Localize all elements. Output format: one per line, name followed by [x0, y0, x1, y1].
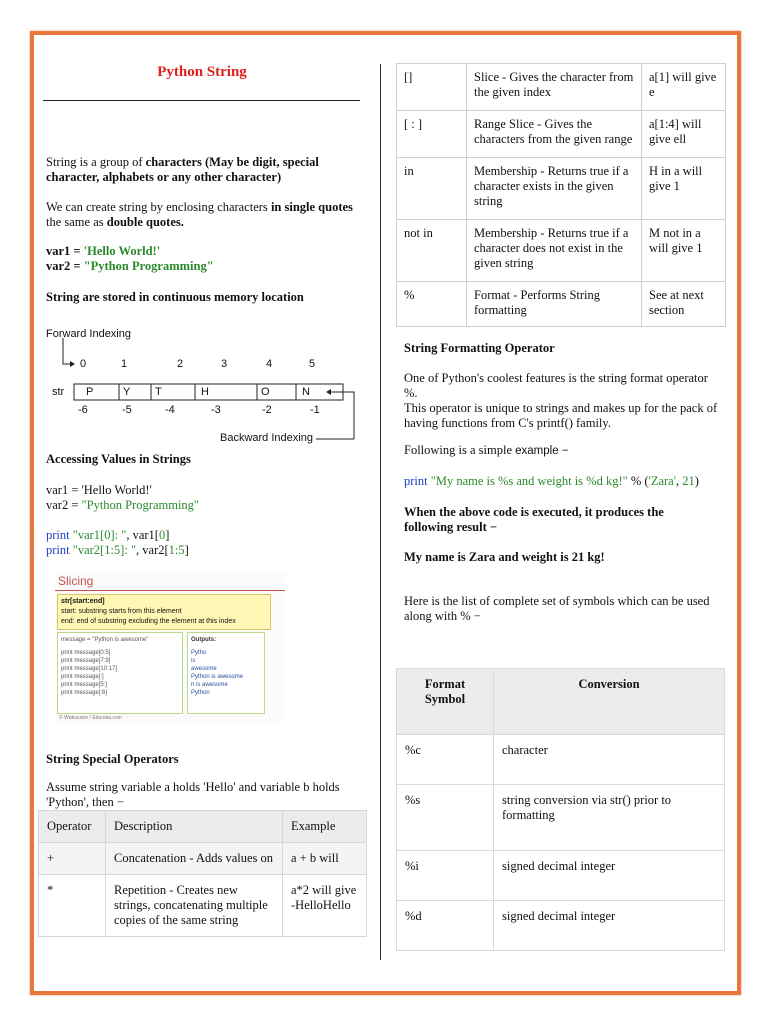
char-cell: T: [155, 386, 162, 398]
table-cell: %c: [397, 735, 494, 785]
table-header-cell: Format Symbol: [397, 669, 494, 735]
slicing-code-box: message = "Python is awesome" print message[0:5] print message[7:9] print message[10:17] print message[:] print message[5:] print message[:6]: [57, 632, 183, 714]
table-cell: signed decimal integer: [494, 851, 725, 901]
table-cell: Membership - Returns true if a character does not exist in the given string: [467, 220, 642, 282]
format-code-line: print "My name is %s and weight is %d kg!" % ('Zara', 21): [404, 474, 699, 488]
fwd-idx: 3: [221, 358, 228, 370]
table-row: [397, 158, 726, 220]
table-row: [39, 875, 367, 937]
bwd-idx: -1: [310, 404, 320, 416]
operators-table-continued: [396, 63, 726, 327]
table-cell: []: [397, 64, 467, 111]
table-header-cell: Example: [283, 811, 367, 843]
title-rule: [43, 100, 360, 101]
bwd-idx: -5: [122, 404, 132, 416]
table-cell: a + b will: [283, 843, 367, 875]
code-block-1: var1 = 'Hello World!' var2 = "Python Programming": [46, 483, 200, 512]
fwd-idx: 4: [266, 358, 273, 370]
table-cell: %i: [397, 851, 494, 901]
page-title: Python String: [157, 64, 247, 80]
operators-table: [38, 810, 367, 937]
fwd-idx: 2: [177, 358, 184, 370]
table-cell: signed decimal integer: [494, 901, 725, 951]
table-header-cell: Conversion: [494, 669, 725, 735]
intro-paragraph: String is a group of characters (May be digit, special character, alphabets or any other character): [46, 155, 319, 184]
char-cell: H: [201, 386, 209, 398]
code-block-2: print "var1[0]: ", var1[0] print "var2[1:5]: ", var2[1:5]: [46, 528, 189, 557]
str-label: str: [52, 386, 65, 398]
table-cell: Membership - Returns true if a character exists in the given string: [467, 158, 642, 220]
table-cell: Range Slice - Gives the characters from the given range: [467, 111, 642, 158]
backward-label: Backward Indexing: [220, 432, 313, 444]
var-examples: var1 = 'Hello World!' var2 = "Python Programming": [46, 244, 214, 273]
executed-text: When the above code is executed, it produces the following result −: [404, 505, 664, 534]
table-cell: in: [397, 158, 467, 220]
fwd-idx: 5: [309, 358, 316, 370]
table-row: [397, 282, 726, 327]
bwd-idx: -6: [78, 404, 88, 416]
slicing-credit: © Webucator / Edureka.com: [59, 715, 122, 721]
table-row: [397, 64, 726, 111]
slicing-image: [55, 572, 285, 722]
formatting-heading: String Formatting Operator: [404, 341, 555, 355]
bwd-idx: -3: [211, 404, 221, 416]
memory-note: String are stored in continuous memory location: [46, 290, 304, 304]
fwd-idx: 1: [121, 358, 128, 370]
column-divider: [380, 64, 381, 960]
slicing-syntax-box: str[start:end] start: substring starts from this element end: end of substring excluding the element at this index: [57, 594, 271, 630]
bwd-idx: -2: [262, 404, 272, 416]
table-row: [397, 851, 725, 901]
example-intro: Following is a simple example −: [404, 443, 569, 457]
table-header-row: [397, 669, 725, 735]
formatting-paragraph: One of Python's coolest features is the string format operator %. This operator is unique to strings and makes up for the pack of having functions from C's printf() family.: [404, 371, 718, 430]
bwd-idx: -4: [165, 404, 175, 416]
char-cell: O: [261, 386, 270, 398]
table-row: [397, 785, 725, 851]
char-cell: Y: [123, 386, 131, 398]
table-cell: %: [397, 282, 467, 327]
forward-label: Forward Indexing: [46, 328, 131, 340]
char-cell: N: [302, 386, 310, 398]
list-intro: Here is the list of complete set of symbols which can be used along with % −: [404, 594, 710, 623]
table-cell: *: [39, 875, 106, 937]
table-row: [397, 735, 725, 785]
special-operators-heading: String Special Operators: [46, 752, 179, 766]
table-cell: a[1:4] will give ell: [642, 111, 726, 158]
table-cell: a*2 will give -HelloHello: [283, 875, 367, 937]
quotes-paragraph: We can create string by enclosing characters in single quotes the same as double quotes.: [46, 200, 353, 229]
table-row: [397, 111, 726, 158]
table-cell: a[1] will give e: [642, 64, 726, 111]
table-row: [397, 220, 726, 282]
table-header-cell: Operator: [39, 811, 106, 843]
table-cell: Repetition - Creates new strings, concatenating multiple copies of the same string: [106, 875, 283, 937]
table-cell: Slice - Gives the character from the given index: [467, 64, 642, 111]
format-symbols-table: [396, 668, 725, 951]
table-cell: %s: [397, 785, 494, 851]
slicing-title: Slicing: [58, 574, 94, 588]
table-header-row: [39, 811, 367, 843]
table-cell: character: [494, 735, 725, 785]
table-row: [397, 901, 725, 951]
table-cell: +: [39, 843, 106, 875]
table-cell: %d: [397, 901, 494, 951]
table-header-cell: Description: [106, 811, 283, 843]
indexing-diagram: [46, 322, 366, 452]
table-row: [39, 843, 367, 875]
table-cell: Concatenation - Adds values on: [106, 843, 283, 875]
table-cell: Format - Performs String formatting: [467, 282, 642, 327]
table-cell: H in a will give 1: [642, 158, 726, 220]
table-cell: string conversion via str() prior to formatting: [494, 785, 725, 851]
table-cell: M not in a will give 1: [642, 220, 726, 282]
slicing-output-box: Outputs: Pytho is awesome Python is awesome n is awesome Python: [187, 632, 265, 714]
table-cell: not in: [397, 220, 467, 282]
table-cell: [ : ]: [397, 111, 467, 158]
assume-text: Assume string variable a holds 'Hello' and variable b holds 'Python', then −: [46, 780, 340, 809]
fwd-idx: 0: [80, 358, 87, 370]
char-cell: P: [86, 386, 94, 398]
result-text: My name is Zara and weight is 21 kg!: [404, 550, 605, 564]
accessing-heading: Accessing Values in Strings: [46, 452, 191, 466]
table-cell: See at next section: [642, 282, 726, 327]
